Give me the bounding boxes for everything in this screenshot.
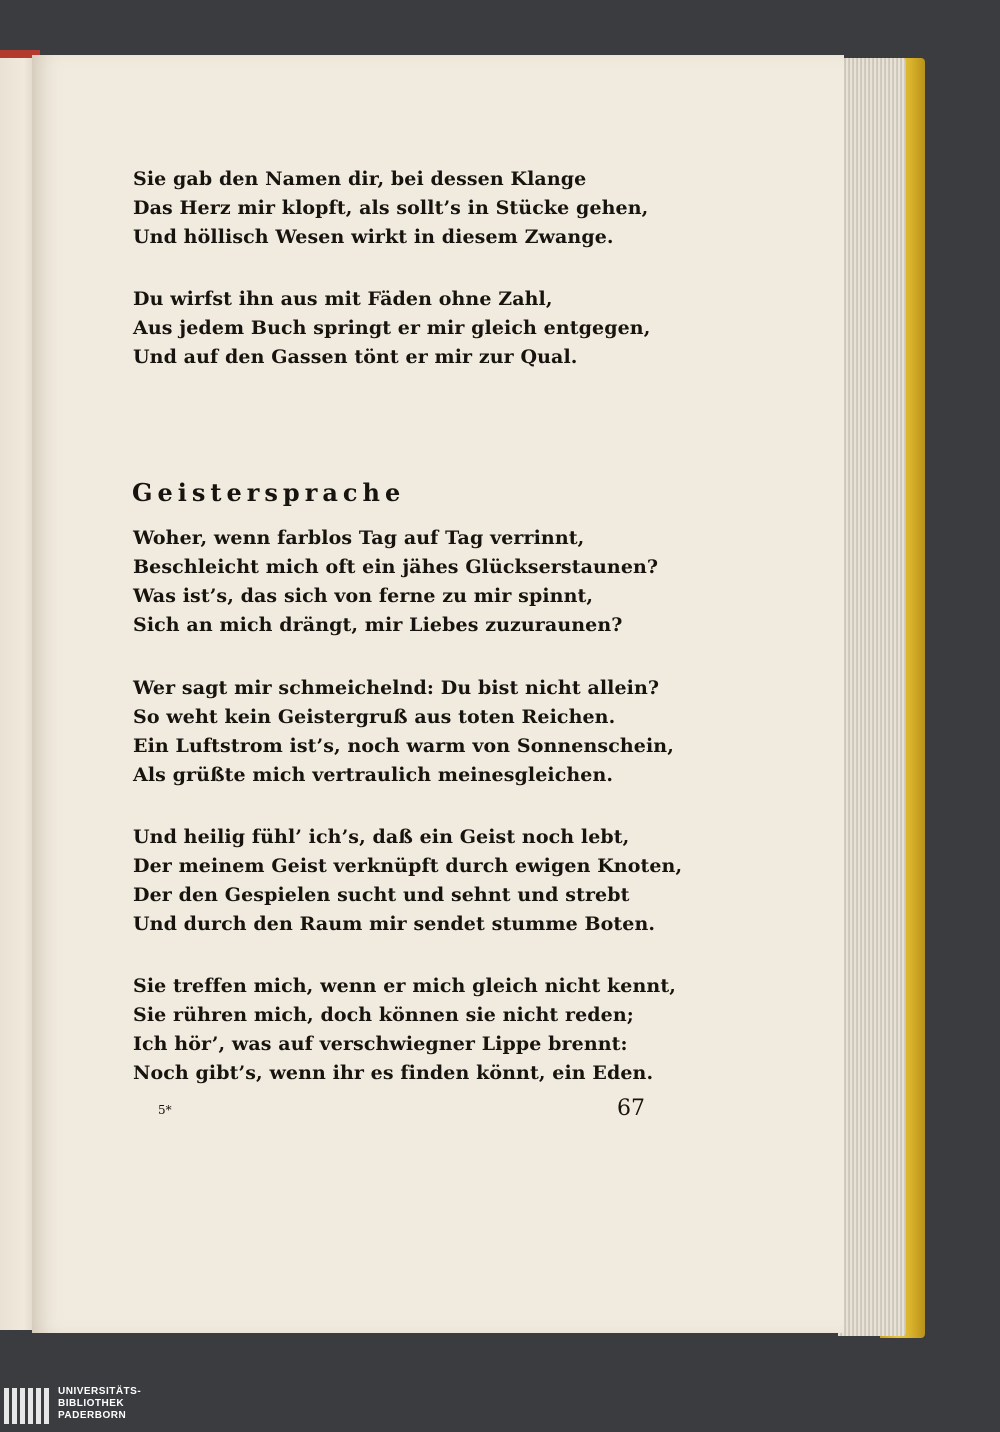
verse-line: So weht kein Geistergruß aus toten Reichen. bbox=[133, 706, 616, 728]
verse-line: Und durch den Raum mir sendet stumme Boten. bbox=[133, 913, 656, 935]
verse-line: Als grüßte mich vertraulich meinesgleichen. bbox=[133, 764, 614, 786]
logo-line-3: PADERBORN bbox=[58, 1410, 127, 1421]
logo-line-2: BIBLIOTHEK bbox=[58, 1398, 125, 1409]
verse-line: Woher, wenn farblos Tag auf Tag verrinnt, bbox=[133, 527, 585, 549]
verse-line: Der den Gespielen sucht und sehnt und strebt bbox=[133, 884, 630, 906]
verse-line: Aus jedem Buch springt er mir gleich entgegen, bbox=[133, 317, 651, 339]
verse-line: Sie rühren mich, doch können sie nicht reden; bbox=[133, 1004, 634, 1026]
stanza-top-2 bbox=[133, 285, 650, 372]
page-number: 67 bbox=[617, 1096, 645, 1121]
stanza-3 bbox=[133, 823, 682, 939]
verse-line: Ein Luftstrom ist’s, noch warm von Sonnenschein, bbox=[133, 735, 674, 757]
verse-line: Sie gab den Namen dir, bei dessen Klange bbox=[133, 168, 587, 190]
library-logo-icon bbox=[4, 1388, 49, 1424]
poem-title: Geistersprache bbox=[132, 478, 406, 507]
verse-line: Das Herz mir klopft, als sollt’s in Stücke gehen, bbox=[133, 197, 649, 219]
stanza-top-1 bbox=[133, 165, 648, 252]
verse-line: Sie treffen mich, wenn er mich gleich nicht kennt, bbox=[133, 975, 676, 997]
signature-mark: 5* bbox=[158, 1103, 172, 1117]
verse-line: Was ist’s, das sich von ferne zu mir spinnt, bbox=[133, 585, 594, 607]
verse-line: Und auf den Gassen tönt er mir zur Qual. bbox=[133, 346, 578, 368]
stanza-2 bbox=[133, 674, 674, 790]
logo-line-1: UNIVERSITÄTS- bbox=[58, 1386, 142, 1397]
verse-line: Beschleicht mich oft ein jähes Glückserstaunen? bbox=[133, 556, 659, 578]
verse-line: Noch gibt’s, wenn ihr es finden könnt, ein Eden. bbox=[133, 1062, 654, 1084]
verse-line: Der meinem Geist verknüpft durch ewigen Knoten, bbox=[133, 855, 683, 877]
verse-line: Und höllisch Wesen wirkt in diesem Zwange. bbox=[133, 226, 614, 248]
stanza-1 bbox=[133, 524, 658, 640]
stanza-4 bbox=[133, 972, 676, 1088]
library-logo-text bbox=[58, 1386, 141, 1422]
library-footer bbox=[0, 1380, 1000, 1432]
verse-line: Du wirfst ihn aus mit Fäden ohne Zahl, bbox=[133, 288, 553, 310]
verse-line: Sich an mich drängt, mir Liebes zuzuraunen? bbox=[133, 614, 623, 636]
verse-line: Wer sagt mir schmeichelnd: Du bist nicht allein? bbox=[133, 677, 660, 699]
verse-line: Ich hör’, was auf verschwiegner Lippe brennt: bbox=[133, 1033, 628, 1055]
verse-line: Und heilig fühl’ ich’s, daß ein Geist noch lebt, bbox=[133, 826, 630, 848]
